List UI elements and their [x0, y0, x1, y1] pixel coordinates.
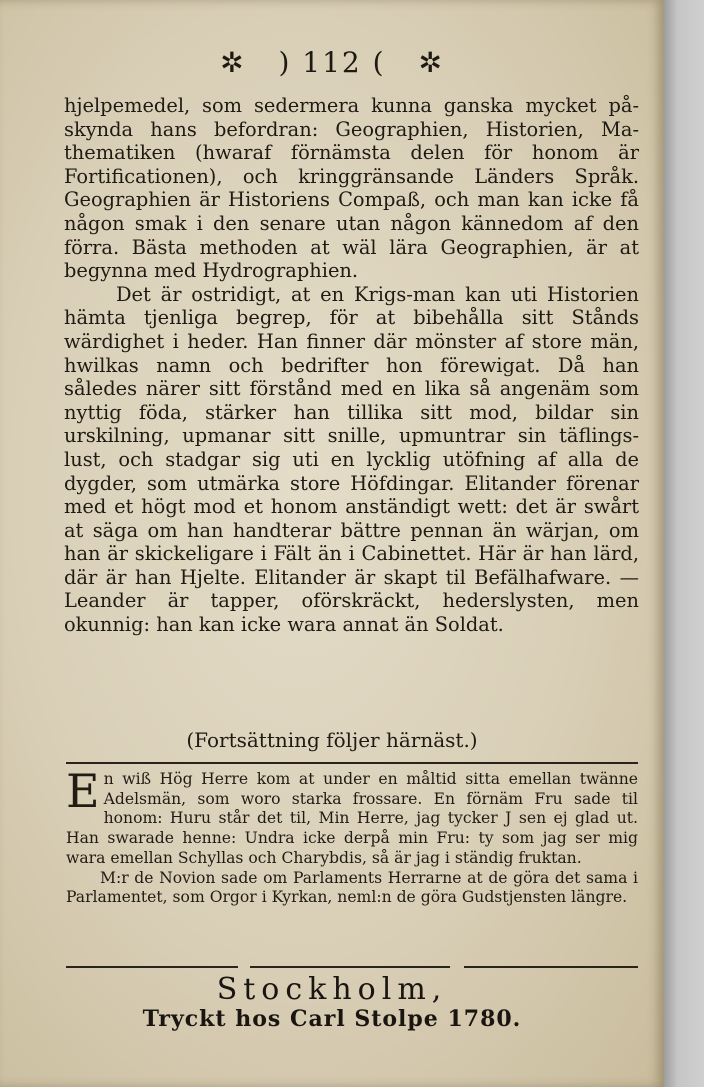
main-text — [64, 94, 639, 637]
anecdote-paragraph-2: M:r de Novion sade om Parlaments Herrarne at de göra det sama i Parlamentet, som Orgor i Kyrkan, neml:n de göra Gudstjensten längre. — [66, 868, 638, 907]
anecdote-paragraph-1: En wiß Hög Herre kom at under en måltid sitta emellan twänne Adelsmän, som woro starka frossare. En förnäm Fru sade til honom: Huru står det til, Min Herre, jag tycker J sen ej glad ut. Han swarade henne: Undra icke derpå min Fru: ty som jag ser mig wara emellan Schyllas och Charybdis, så är jag i ständig fruktan. — [66, 764, 638, 867]
continuation-note: (Fortsättning följer härnäst.) — [186, 728, 478, 752]
section-divider — [66, 762, 638, 764]
paragraph-warrior-history: Det är ostridigt, at en Krigs-man kan uti Historien hämta tjenliga begrep, för at bibehålla sitt Stånds wärdighet i heder. Han finner där mönster af store män, hwilkas namn och bedrifter hon förewigat. Då han således närer sitt förstånd med en lika så angenäm som nyttig föda, stärker han tillika sitt mod, bildar sin urskilning, upmanar sitt snille, upmuntrar sin täflings-lust, och stadgar sig uti en lycklig utöfning af alla de dygder, som utmärka store Höfdingar. Elitander förenar med et högt mod et honom anständigt wett: det är swårt at säga om han handterar bättre pennan än wärjan, om han är skickeligare i Fält än i Cabinettet. Här är han lärd, där är han Hjelte. Elitander är skapt til Befälhafware. — Leander är tapper, oförskräckt, hederslysten, men okunnig: han kan icke wara annat än Soldat. — [64, 282, 639, 637]
paragraph-education: hjelpemedel, som sedermera kunna ganska mycket påskynda hans befordran: Geographien, Historien, Mathematiken (hwaraf förnämsta delen för honom är Fortificationen), och kringgränsande Länders Språk. Geographien är Historiens Compaß, och man kan icke få någon smak i den senare utan någon kännedom af den förra. Bästa methoden at wäl lära Geographien, är at begynna med Hydrographien. — [64, 94, 639, 283]
ornament-left-icon: ✲ — [220, 46, 246, 79]
imprint-printer: Tryckt hos Carl Stolpe 1780. — [142, 1006, 522, 1032]
page-number: ) 112 ( — [278, 46, 386, 79]
anecdotes — [66, 764, 638, 908]
scan-edge — [664, 0, 704, 1087]
imprint-place: Stockholm, — [216, 972, 448, 1007]
ornament-right-icon: ✲ — [418, 46, 444, 79]
page-header — [0, 46, 664, 79]
